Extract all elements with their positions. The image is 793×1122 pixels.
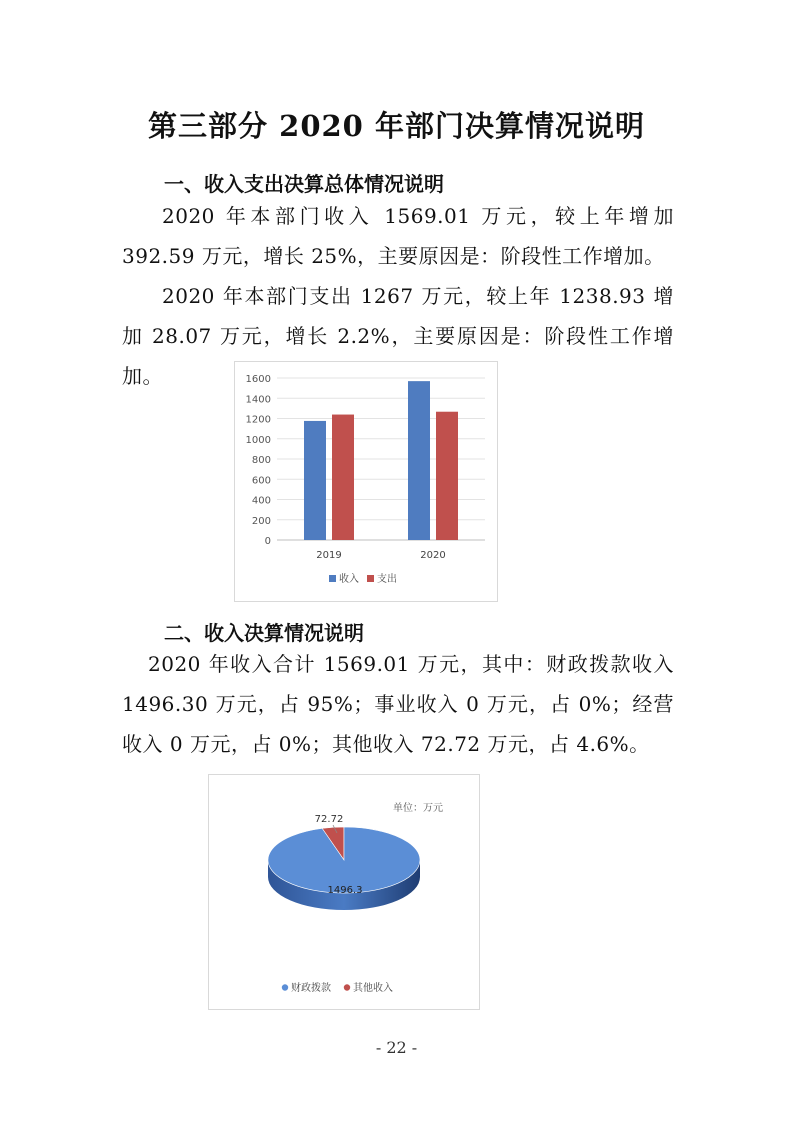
- legend-swatch: [367, 575, 374, 582]
- legend-swatch: [344, 984, 350, 990]
- legend-swatch: [282, 984, 288, 990]
- bar-收入-2019: [304, 421, 326, 540]
- x-tick-label: 2020: [420, 550, 446, 561]
- page-title: 第三部分 2020 年部门决算情况说明: [148, 109, 645, 143]
- pie-chart: [209, 775, 479, 1009]
- data-label: 1496.3: [327, 885, 363, 896]
- y-tick-label: 0: [264, 536, 271, 547]
- section1-paragraph-2: 2020 年本部门支出 1267 万元，较上年 1238.93 增加 28.07 万元，增长 2.2%，主要原因是：阶段性工作增加。: [122, 284, 674, 388]
- section1-paragraph-1: 2020 年本部门收入 1569.01 万元，较上年增加 392.59 万元，增长 25%，主要原因是：阶段性工作增加。: [122, 204, 674, 268]
- bar-chart: [235, 362, 497, 601]
- x-tick-label: 2019: [316, 550, 342, 561]
- section2-paragraph-1: 2020 年收入合计 1569.01 万元，其中：财政拨款收入 1496.30 万元，占 95%；事业收入 0 万元，占 0%；经营收入 0 万元，占 0%；其他收入 72.72 万元，占 4.6%。: [122, 652, 674, 756]
- y-tick-label: 400: [251, 495, 271, 507]
- pie-chart-frame: [208, 774, 480, 1010]
- data-label: 72.72: [314, 814, 344, 825]
- y-tick-label: 1400: [245, 394, 271, 406]
- pie-slice-财政拨款: [268, 827, 420, 893]
- legend-label: 支出: [377, 574, 397, 585]
- y-tick-label: 1200: [245, 414, 271, 426]
- bar-支出-2020: [436, 412, 458, 540]
- unit-label: 单位：万元: [393, 803, 443, 814]
- page-number: - 22 -: [375, 1038, 418, 1057]
- y-tick-label: 1600: [245, 374, 271, 385]
- legend-label: 其他收入: [353, 983, 393, 994]
- y-tick-label: 800: [251, 455, 271, 466]
- section-heading-2: 二、收入决算情况说明: [164, 621, 364, 645]
- y-tick-label: 200: [251, 515, 271, 527]
- legend-swatch: [329, 575, 336, 582]
- bar-支出-2019: [332, 415, 354, 540]
- bar-收入-2020: [408, 381, 430, 540]
- y-tick-label: 1000: [245, 434, 271, 446]
- legend-label: 财政拨款: [291, 983, 331, 994]
- bar-chart-frame: [234, 361, 498, 602]
- section-heading-1: 一、收入支出决算总体情况说明: [164, 172, 444, 196]
- y-tick-label: 600: [251, 475, 271, 487]
- legend-label: 收入: [339, 574, 359, 585]
